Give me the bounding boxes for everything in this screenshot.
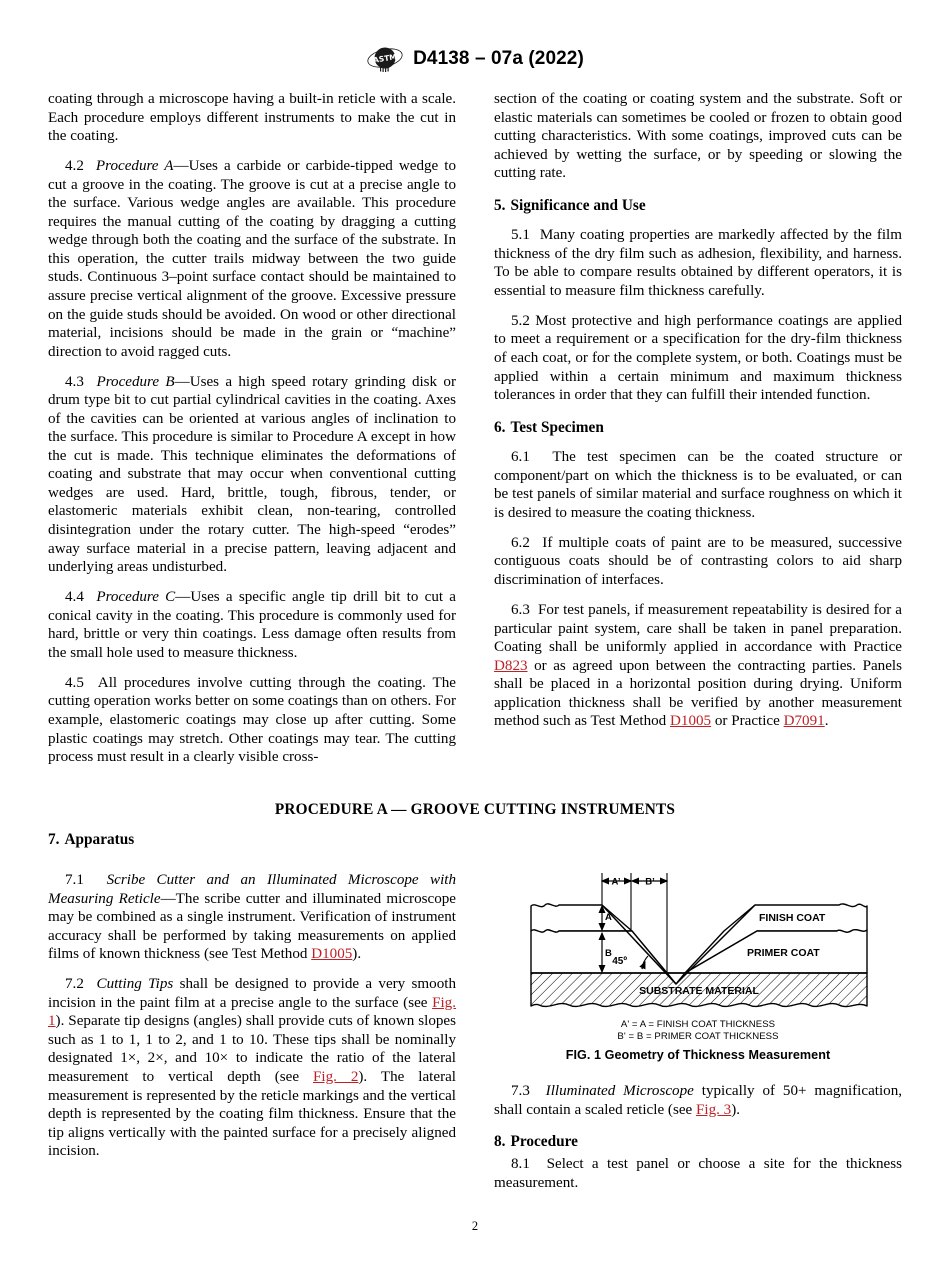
clause-number: 4.5 — [65, 674, 84, 691]
section-heading-6 — [494, 418, 902, 437]
clause-title: Procedure A — [95, 158, 174, 175]
clause-number: 5.1 — [511, 227, 530, 244]
clause-body-part: ). — [731, 1101, 741, 1118]
clause-number: 4.4 — [65, 589, 84, 606]
clause-number: 6.2 — [511, 534, 530, 551]
clause-body-part: shall be designed to provide a very smooth incision in the paint film at a precise angle to the surface (see — [48, 976, 456, 1011]
section-number: 5. — [494, 196, 506, 214]
paragraph-8-1 — [494, 1155, 902, 1192]
clause-body-part: or Practice — [711, 713, 784, 730]
section-number: 7. — [48, 831, 60, 848]
section-number: 8. — [494, 1133, 506, 1151]
paragraph-5-1 — [494, 226, 902, 300]
section-heading-5 — [494, 196, 902, 215]
standard-link-d823[interactable]: D823 — [494, 657, 528, 674]
standard-link-d7091[interactable]: D7091 — [783, 713, 825, 730]
svg-text:A’: A’ — [611, 876, 621, 888]
figure-caption: FIG. 1 Geometry of Thickness Measurement — [565, 1048, 831, 1063]
clause-number: 7.2 — [65, 976, 84, 993]
paragraph-5-2 — [494, 312, 902, 405]
clause-number: 7.3 — [511, 1083, 530, 1100]
paragraph-4-4 — [48, 588, 456, 662]
lower-columns — [48, 830, 902, 1192]
figure-1-diagram — [519, 868, 877, 1016]
paragraph-6-1 — [494, 448, 902, 522]
svg-text:PRIMER COAT: PRIMER COAT — [747, 947, 820, 959]
clause-body: —Uses a high speed rotary grinding disk or drum type bit to cut partial cylindrical cavities in the coating. Axes of the cavities can be oriented at various angles of inclination to the surface. This procedure is similar to Procedure A except in how the cut is made. This technique eliminates the deformations of coating and substrate that may occur when conventional cutting wedges are used. Hard, brittle, tough, fibrous, tender, or elastomeric materials exhibit clean, non-tearing, controlled disintegration under the rotary cutter. The high-speed “erodes” away surface material in a precise pattern, leaving adjacent and underlying areas undisturbed. — [48, 373, 456, 576]
clause-body-part: For test panels, if measurement repeatability is desired for a particular paint system, care shall be taken in panel preparation. Coating shall be uniformly applied in accordance with Practice — [494, 601, 903, 656]
clause-number: 4.2 — [65, 158, 84, 175]
svg-text:B: B — [605, 948, 612, 959]
svg-text:45º: 45º — [612, 956, 627, 967]
clause-body-part: typically of 50+ magnification, shall contain a scaled reticle (see — [494, 1083, 903, 1118]
right-column — [494, 90, 902, 767]
figure-key-line-1: A' = A = FINISH COAT THICKNESS — [620, 1019, 776, 1030]
paragraph-6-2 — [494, 534, 902, 590]
clause-body: All procedures involve cutting through the coating. The cutting operation works better on some coatings than on others. For example, elastomeric coatings may close up after cutting. Some plastic coatings may stretch. Other coatings may tear. The cutting process must result in a clearly visible cross- — [48, 674, 456, 766]
svg-text:SUBSTRATE MATERIAL: SUBSTRATE MATERIAL — [639, 985, 759, 997]
paragraph-4-2 — [48, 157, 456, 361]
section-title: Procedure — [510, 1133, 578, 1151]
clause-body: The test specimen can be the coated structure or component/part on which the thickness is to be evaluated, or can be test panels of similar material and surface roughness on which it is desired to measure the coating thickness. — [494, 449, 903, 521]
clause-title: Scribe Cutter and an Illuminated Microscope with Measuring Reticle — [48, 872, 457, 907]
svg-text:A: A — [605, 912, 612, 923]
section-title: Significance and Use — [510, 196, 646, 214]
left-column — [48, 90, 456, 767]
figure-link-fig-3[interactable]: Fig. 3 — [696, 1101, 732, 1118]
clause-body-part: ). Separate tip designs (angles) shall provide cuts of known slopes such as 1 to 1, 1 to 2, and 1 to 10. These tips shall be nominally designated 1×, 2×, and 10× to indicate the ratio of the lateral measurement to vertical depth (see — [48, 1013, 456, 1085]
figure-key — [494, 1019, 902, 1042]
section-title: Apparatus — [64, 831, 135, 848]
paragraph-4-3 — [48, 373, 456, 577]
standard-link-d1005[interactable]: D1005 — [670, 713, 712, 730]
clause-body: If multiple coats of paint are to be measured, successive contiguous coats should be of contrasting colors to aid sharp discrimination of interfaces. — [494, 534, 903, 588]
clause-number: 4.3 — [65, 373, 84, 390]
page-header — [0, 44, 950, 74]
section-title: Test Specimen — [510, 418, 604, 436]
section-number: 6. — [494, 418, 506, 436]
figure-link-fig-2[interactable]: Fig. 2 — [313, 1068, 359, 1085]
clause-title: Procedure B — [96, 373, 175, 390]
astm-logo-icon — [366, 44, 404, 74]
clause-number: 5.2 — [511, 312, 530, 329]
clause-number: 8.1 — [511, 1156, 530, 1173]
clause-body-part: . — [824, 713, 829, 730]
clause-body: —Uses a carbide or carbide-tipped wedge to cut a groove in the coating. The groove is cut at a precise angle to the surface. Various wedge angles are available. This procedure requires the manual cutting of the coating by dragging a cutting wedge through both the coating and the surface of the substrate. In this operation, the cutter trails midway between the two guide studs. Continuous 3–point surface contact should be maintained to assure precise vertical alignment of the groove. Excessive pressure on the guide studs should be avoided. On wood or other directional material, incisions should be made in the grain or “machine” direction to avoid ragged cuts. — [48, 158, 457, 360]
clause-body: Most protective and high performance coatings are applied to meet a requirement or a specification for the dry-film thickness of each coat, or for the complete system, or both. Coatings must be applied within a certain minimum and maximum thickness tolerances in order that they can fulfill their intended function. — [494, 312, 902, 404]
svg-text:ASTM: ASTM — [372, 52, 398, 65]
main-columns — [48, 90, 902, 767]
lower-right-column — [494, 830, 902, 1192]
figure-link-fig-1[interactable]: Fig. 1 — [48, 994, 456, 1030]
standard-link-d1005[interactable]: D1005 — [311, 946, 353, 963]
figure-key-line-2: B' = B = PRIMER COAT THICKNESS — [617, 1030, 779, 1042]
clause-body: —Uses a specific angle tip drill bit to cut a conical cavity in the coating. This procedure is commonly used for hard, brittle or very thin coatings. Less damage often results from the small hole used to measure thickness. — [48, 589, 456, 661]
clause-number: 6.3 — [511, 601, 530, 618]
svg-text:B’: B’ — [645, 876, 655, 888]
section-heading-7 — [48, 830, 456, 849]
clause-body-part: ). — [352, 946, 362, 963]
paragraph-4-5 — [48, 674, 456, 767]
paragraph-7-3 — [494, 1082, 902, 1119]
clause-title: Illuminated Microscope — [545, 1083, 694, 1100]
clause-number: 7.1 — [65, 872, 84, 888]
paragraph-4-5-continued: section of the coating or coating system and the substrate. Soft or elastic materials can sometimes be cooled or frozen to obtain good cutting characteristics. With some coatings, improved cuts can be achieved by wetting the surface, or by speeding or slowing the cutting rate. — [494, 91, 902, 182]
clause-number: 6.1 — [511, 449, 530, 466]
clause-body: Select a test panel or choose a site for the thickness measurement. — [494, 1156, 903, 1191]
clause-title: Procedure C — [96, 589, 176, 606]
paragraph-7-1 — [48, 871, 456, 964]
clause-body-part: ). The lateral measurement is represented by the reticle markings and the vertical depth is represented by the coating film thickness. Ensure that the tip aligns vertically with the painted surface for a precisely aligned incision. — [48, 1068, 456, 1160]
page-number: 2 — [471, 1219, 479, 1233]
clause-title: Cutting Tips — [96, 976, 174, 993]
lower-left-column — [48, 830, 456, 1192]
paragraph-4-1-continued: coating through a microscope having a built-in reticle with a scale. Each procedure employs different instruments to make the cut in the coating. — [48, 91, 456, 145]
clause-body-part: or as agreed upon between the contracting parties. Panels shall be placed in a horizontal position during drying. Uniform application thickness shall be verified by another measurement method such as Test Method — [494, 657, 902, 730]
clause-body: Many coating properties are markedly affected by the film thickness of the dry film such as adhesion, flexibility, and harness. To be able to compare results obtained by different operators, it is essential to measure film thickness carefully. — [494, 227, 902, 299]
paragraph-7-2 — [48, 975, 456, 1160]
procedure-banner: PROCEDURE A — GROOVE CUTTING INSTRUMENTS — [274, 801, 676, 818]
section-heading-8 — [494, 1132, 902, 1151]
figure-1 — [494, 830, 902, 1062]
clause-body-part: —The scribe cutter and illuminated microscope may be combined as a single instrument. Verification of instrument accuracy shall be performed by taking measurements on applied films of known thickness (see Test Method — [48, 890, 456, 963]
paragraph-6-3 — [494, 601, 902, 731]
svg-text:FINISH COAT: FINISH COAT — [759, 912, 826, 924]
standard-designation: D4138 – 07a (2022) — [413, 48, 584, 69]
